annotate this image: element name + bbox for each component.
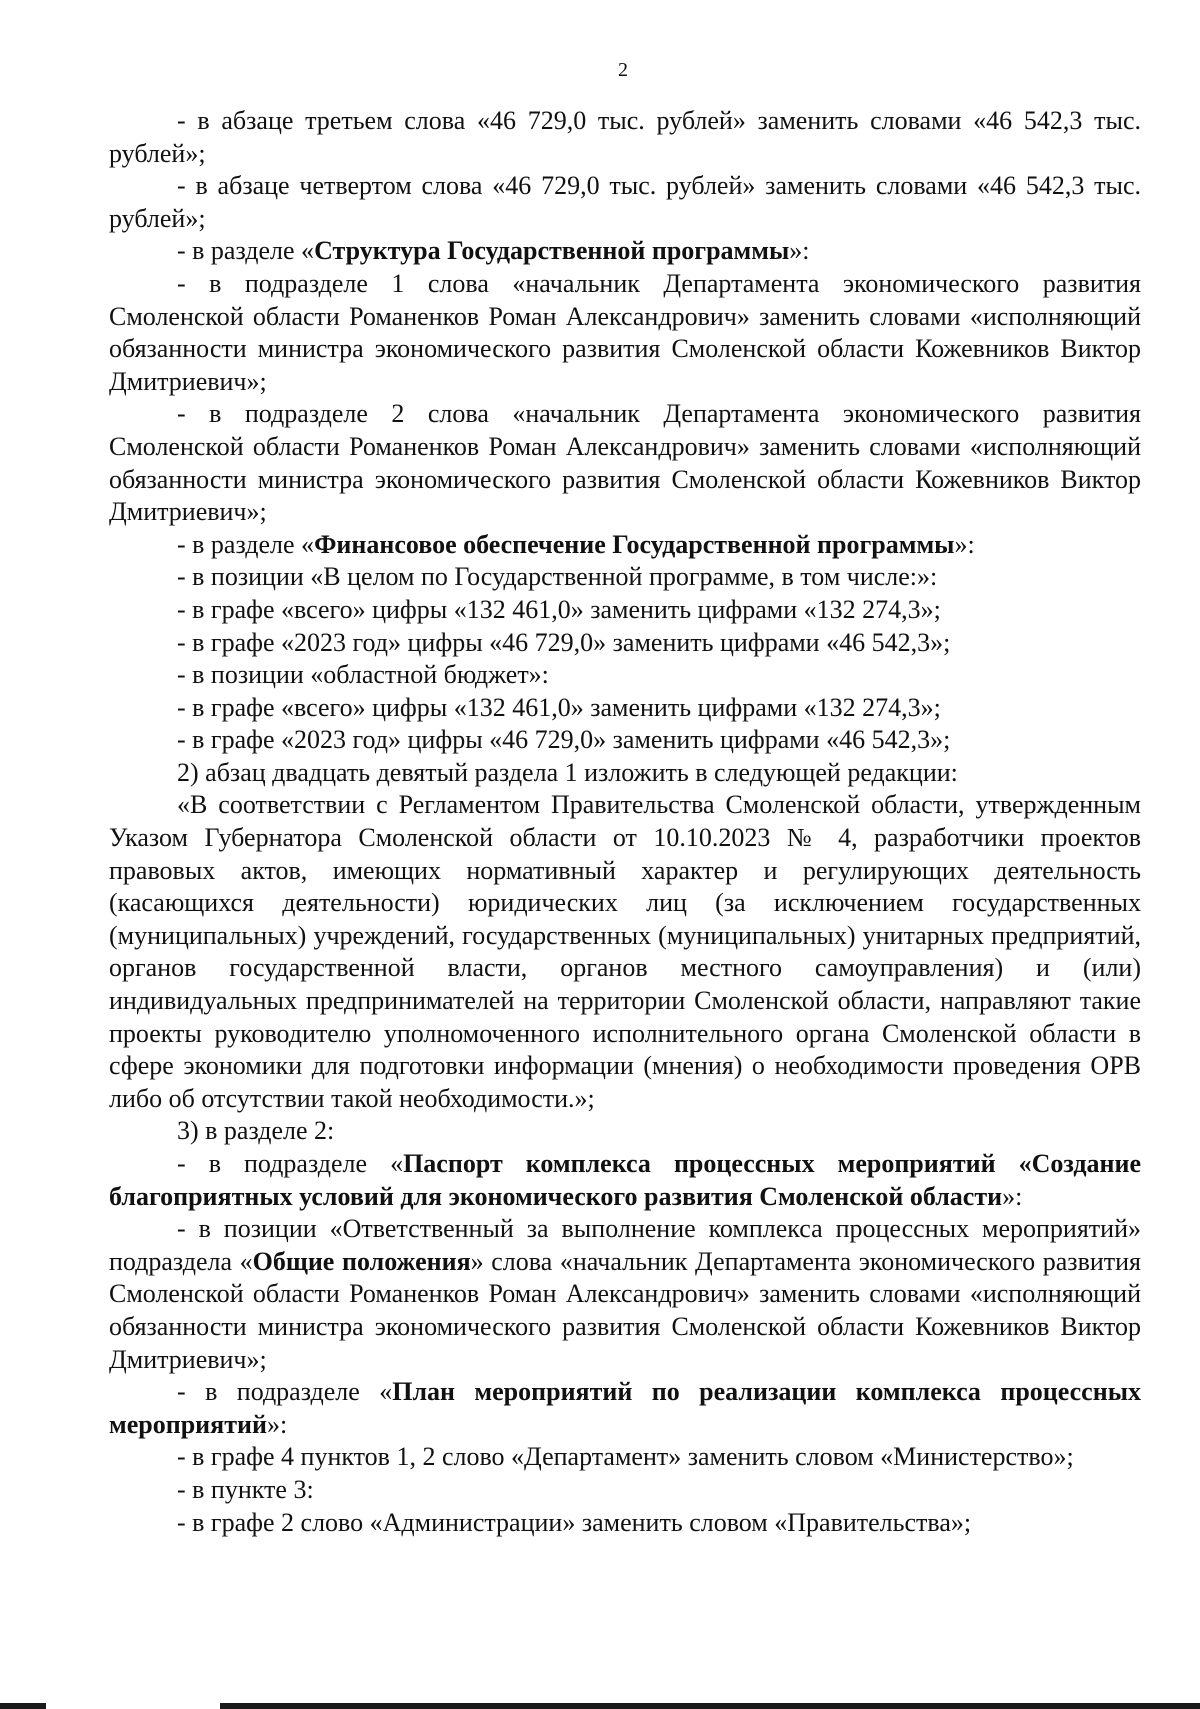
paragraph-12: - в графе «2023 год» цифры «46 729,0» заменить цифрами «46 542,3»; <box>177 725 951 755</box>
paragraph-2: - в абзаце четвертом слова «46 729,0 тыс. рублей» заменить словами «46 542,3 тыс. рублей»; <box>109 171 1141 233</box>
paragraph-4: - в подразделе 1 слова «начальник Департамента экономического развития Смоленской области Романенков Роман Александрович» заменить словами «исполняющий обязанности министра экономического развития Смоленской области Кожевников Виктор Дмитриевич»; <box>109 268 1141 396</box>
section-title-structure: Структура Государственной программы <box>314 236 790 266</box>
paragraph-20: - в пункте 3: <box>177 1474 314 1504</box>
paragraph-3 <box>109 235 1141 268</box>
paragraph-18-lead: - в подразделе « <box>177 1377 393 1407</box>
subsection-title-plan: План мероприятий по реализации комплекса процессных мероприятий <box>109 1377 1141 1439</box>
paragraph-15: 3) в разделе 2: <box>177 1116 335 1146</box>
paragraph-3-lead: - в разделе « <box>177 236 315 266</box>
paragraph-9: - в графе «2023 год» цифры «46 729,0» заменить цифрами «46 542,3»; <box>177 627 951 657</box>
paragraph-8: - в графе «всего» цифры «132 461,0» заменить цифрами «132 274,3»; <box>177 594 941 624</box>
paragraph-10: - в позиции «областной бюджет»: <box>177 660 549 690</box>
scan-edge-gap <box>46 1703 220 1709</box>
paragraph-18-tail: »: <box>266 1409 288 1439</box>
section-title-financing: Финансовое обеспечение Государственной программы <box>314 529 955 559</box>
paragraph-17-lead: - в позиции «Ответственный за выполнение комплекса процессных мероприятий» подраздела « <box>109 1214 1141 1276</box>
paragraph-21: - в графе 2 слово «Администрации» заменить словом «Правительства»; <box>177 1507 972 1537</box>
paragraph-19: - в графе 4 пунктов 1, 2 слово «Департамент» заменить словом «Министерство»; <box>177 1442 1074 1472</box>
document-body <box>109 105 1141 1539</box>
scan-edge-line <box>0 1703 1200 1709</box>
paragraph-6-tail: »: <box>954 529 975 559</box>
paragraph-16-lead: - в подразделе « <box>177 1149 404 1178</box>
paragraph-16-tail: »: <box>1002 1181 1023 1211</box>
paragraph-16 <box>109 1148 1141 1213</box>
paragraph-11: - в графе «всего» цифры «132 461,0» заменить цифрами «132 274,3»; <box>177 692 941 722</box>
paragraph-13: 2) абзац двадцать девятый раздела 1 изложить в следующей редакции: <box>177 757 958 787</box>
paragraph-6-lead: - в разделе « <box>177 529 315 559</box>
paragraph-5: - в подразделе 2 слова «начальник Департамента экономического развития Смоленской области Романенков Роман Александрович» заменить словами «исполняющий обязанности министра экономического развития Смоленской области Кожевников Виктор Дмитриевич»; <box>109 399 1141 527</box>
paragraph-17-tail: » слова «начальник Департамента экономического развития Смоленской области Романенков Роман Александрович» заменить словами «исполняющий обязанности министра экономического развития Смоленской области Кожевников Виктор Дмитриевич»; <box>109 1246 1141 1374</box>
paragraph-3-tail: »: <box>789 236 810 266</box>
page-number: 2 <box>618 59 628 81</box>
paragraph-1: - в абзаце третьем слова «46 729,0 тыс. рублей» заменить словами «46 542,3 тыс. рублей»; <box>109 106 1141 168</box>
paragraph-6 <box>109 529 1141 562</box>
paragraph-7: - в позиции «В целом по Государственной программе, в том числе:»: <box>177 562 938 592</box>
subsection-title-general: Общие положения <box>252 1246 471 1276</box>
paragraph-18 <box>109 1376 1141 1441</box>
subsection-title-passport: Паспорт комплекса процессных мероприятий «Создание благоприятных условий для экономического развития Смоленской области <box>109 1149 1141 1211</box>
paragraph-14: «В соответствии с Регламентом Правительства Смоленской области, утвержденным Указом Губернатора Смоленской области от 10.10.2023 № 4, разработчики проектов правовых актов, имеющих нормативный характер и регулирующих деятельность (касающихся деятельности) юридических лиц (за исключением государственных (муниципальных) учреждений, государственных (муниципальных) унитарных предприятий, органов государственной власти, органов местного самоуправления) и (или) индивидуальных предпринимателей на территории Смоленской области, направляют такие проекты руководителю уполномоченного исполнительного органа Смоленской области в сфере экономики для подготовки информации (мнения) о необходимости проведения ОРВ либо об отсутствии такой необходимости.»; <box>109 790 1141 1113</box>
paragraph-17 <box>109 1213 1141 1376</box>
